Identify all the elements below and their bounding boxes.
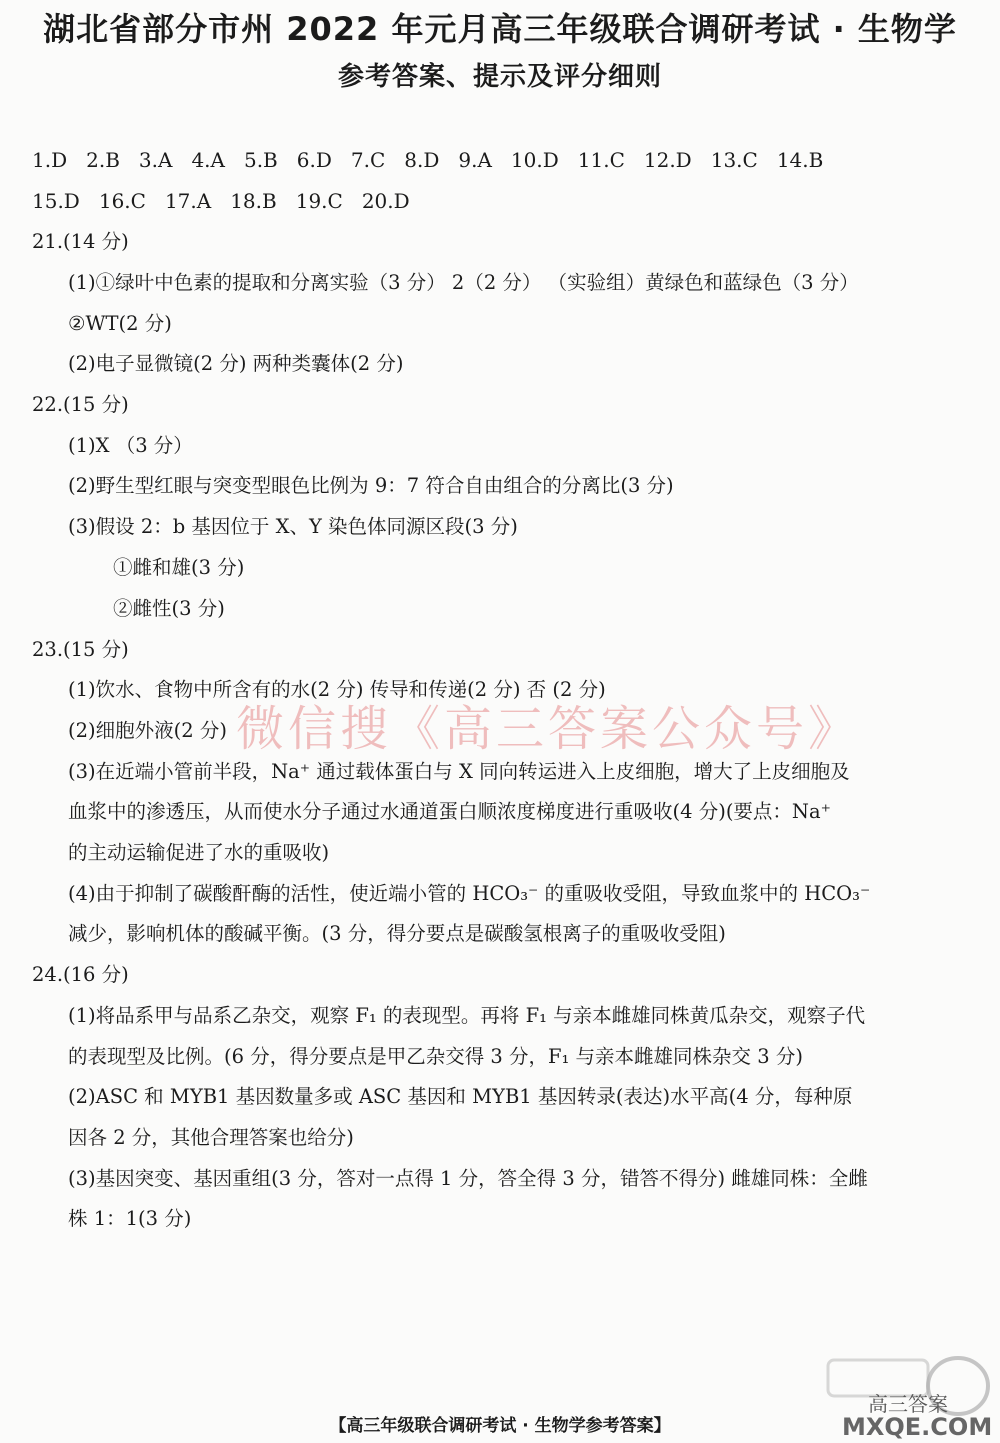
- question-23-answer-line: 减少，影响机体的酸碱平衡。(3 分，得分要点是碳酸氢根离子的重吸收受阻): [68, 922, 726, 945]
- question-24-answer-line: 株 1：1(3 分): [68, 1207, 192, 1230]
- choice-answer: 5.B: [243, 148, 278, 172]
- question-23-answer-line: 血浆中的渗透压，从而使水分子通过水通道蛋白顺浓度梯度进行重吸收(4 分)(要点：Na⁺: [68, 800, 831, 823]
- question-24-answer-line: (1)将品系甲与品系乙杂交，观察 F₁ 的表现型。再将 F₁ 与亲本雌雄同株黄瓜杂交，观察子代: [68, 1004, 866, 1027]
- question-22-answer-line: (1)X （3 分）: [68, 434, 193, 457]
- question-23-answer-line: (1)饮水、食物中所含有的水(2 分) 传导和传递(2 分) 否 (2 分): [68, 678, 606, 701]
- question-21-heading: 21.(14 分): [32, 230, 129, 253]
- choice-answers-row-1: [32, 148, 842, 172]
- question-24-answer-line: 的表现型及比例。(6 分，得分要点是甲乙杂交得 3 分，F₁ 与亲本雌雄同株杂交 3 分): [68, 1045, 803, 1068]
- corner-stamp-text: 高三答案: [868, 1392, 948, 1416]
- corner-stamp-url: MXQE.COM: [842, 1413, 993, 1441]
- question-22-answer-line: (2)野生型红眼与突变型眼色比例为 9：7 符合自由组合的分离比(3 分): [68, 474, 674, 497]
- choice-answer: 19.C: [295, 189, 343, 213]
- question-23-answer-line: 的主动运输促进了水的重吸收): [68, 841, 330, 864]
- choice-answer: 7.C: [350, 148, 386, 172]
- question-21-answer-line: ②WT(2 分): [68, 312, 172, 335]
- page-footer: 【高三年级联合调研考试 · 生物学参考答案】: [329, 1416, 671, 1436]
- choice-answer: 4.A: [191, 148, 225, 172]
- choice-answer: 14.B: [776, 148, 824, 172]
- question-22-heading: 22.(15 分): [32, 393, 129, 416]
- question-22-answer-line: ②雌性(3 分): [113, 597, 225, 620]
- question-22-answer-line: (3)假设 2：b 基因位于 X、Y 染色体同源区段(3 分): [68, 515, 518, 538]
- question-23-answer-line: (4)由于抑制了碳酸酐酶的活性，使近端小管的 HCO₃⁻ 的重吸收受阻，导致血浆中的 HCO₃⁻: [68, 882, 871, 905]
- question-24-answer-line: 因各 2 分，其他合理答案也给分): [68, 1126, 354, 1149]
- choice-answer: 13.C: [710, 148, 758, 172]
- choice-answer: 15.D: [32, 189, 80, 213]
- choice-answer: 10.D: [510, 148, 559, 172]
- question-23-heading: 23.(15 分): [32, 638, 129, 661]
- question-24-heading: 24.(16 分): [32, 963, 129, 986]
- choice-answer: 1.D: [32, 148, 68, 172]
- page-title: 湖北省部分市州 2022 年元月高三年级联合调研考试 · 生物学: [43, 10, 957, 48]
- choice-answer: 18.B: [230, 189, 277, 213]
- choice-answer: 16.C: [98, 189, 146, 213]
- watermark-text: 微信搜《高三答案公众号》: [236, 701, 861, 757]
- choice-answer: 6.D: [296, 148, 332, 172]
- question-24-answer-line: (3)基因突变、基因重组(3 分，答对一点得 1 分，答全得 3 分，错答不得分) 雌雄同株：全雌: [68, 1167, 868, 1190]
- question-22-answer-line: ①雌和雄(3 分): [113, 556, 245, 579]
- question-23-answer-line: (3)在近端小管前半段，Na⁺ 通过载体蛋白与 X 同向转运进入上皮细胞，增大了上皮细胞及: [68, 760, 850, 783]
- page-subtitle: 参考答案、提示及评分细则: [337, 62, 662, 92]
- choice-answer: 11.C: [577, 148, 625, 172]
- question-21-answer-line: (2)电子显微镜(2 分) 两种类囊体(2 分): [68, 352, 404, 375]
- choice-answer: 3.A: [138, 148, 173, 172]
- choice-answer: 2.B: [86, 148, 120, 172]
- choice-answer: 17.A: [164, 189, 212, 213]
- question-23-answer-line: (2)细胞外液(2 分): [68, 719, 227, 742]
- choice-answer: 9.A: [458, 148, 492, 172]
- question-24-answer-line: (2)ASC 和 MYB1 基因数量多或 ASC 基因和 MYB1 基因转录(表达)水平高(4 分，每种原: [68, 1085, 853, 1108]
- choice-answer: 8.D: [404, 148, 440, 172]
- question-21-answer-line: (1)①绿叶中色素的提取和分离实验（3 分） 2（2 分） （实验组）黄绿色和蓝绿色（3 分）: [68, 271, 859, 294]
- choice-answer: 12.D: [643, 148, 692, 172]
- choice-answers-row-2: [32, 189, 429, 213]
- choice-answer: 20.D: [361, 189, 410, 213]
